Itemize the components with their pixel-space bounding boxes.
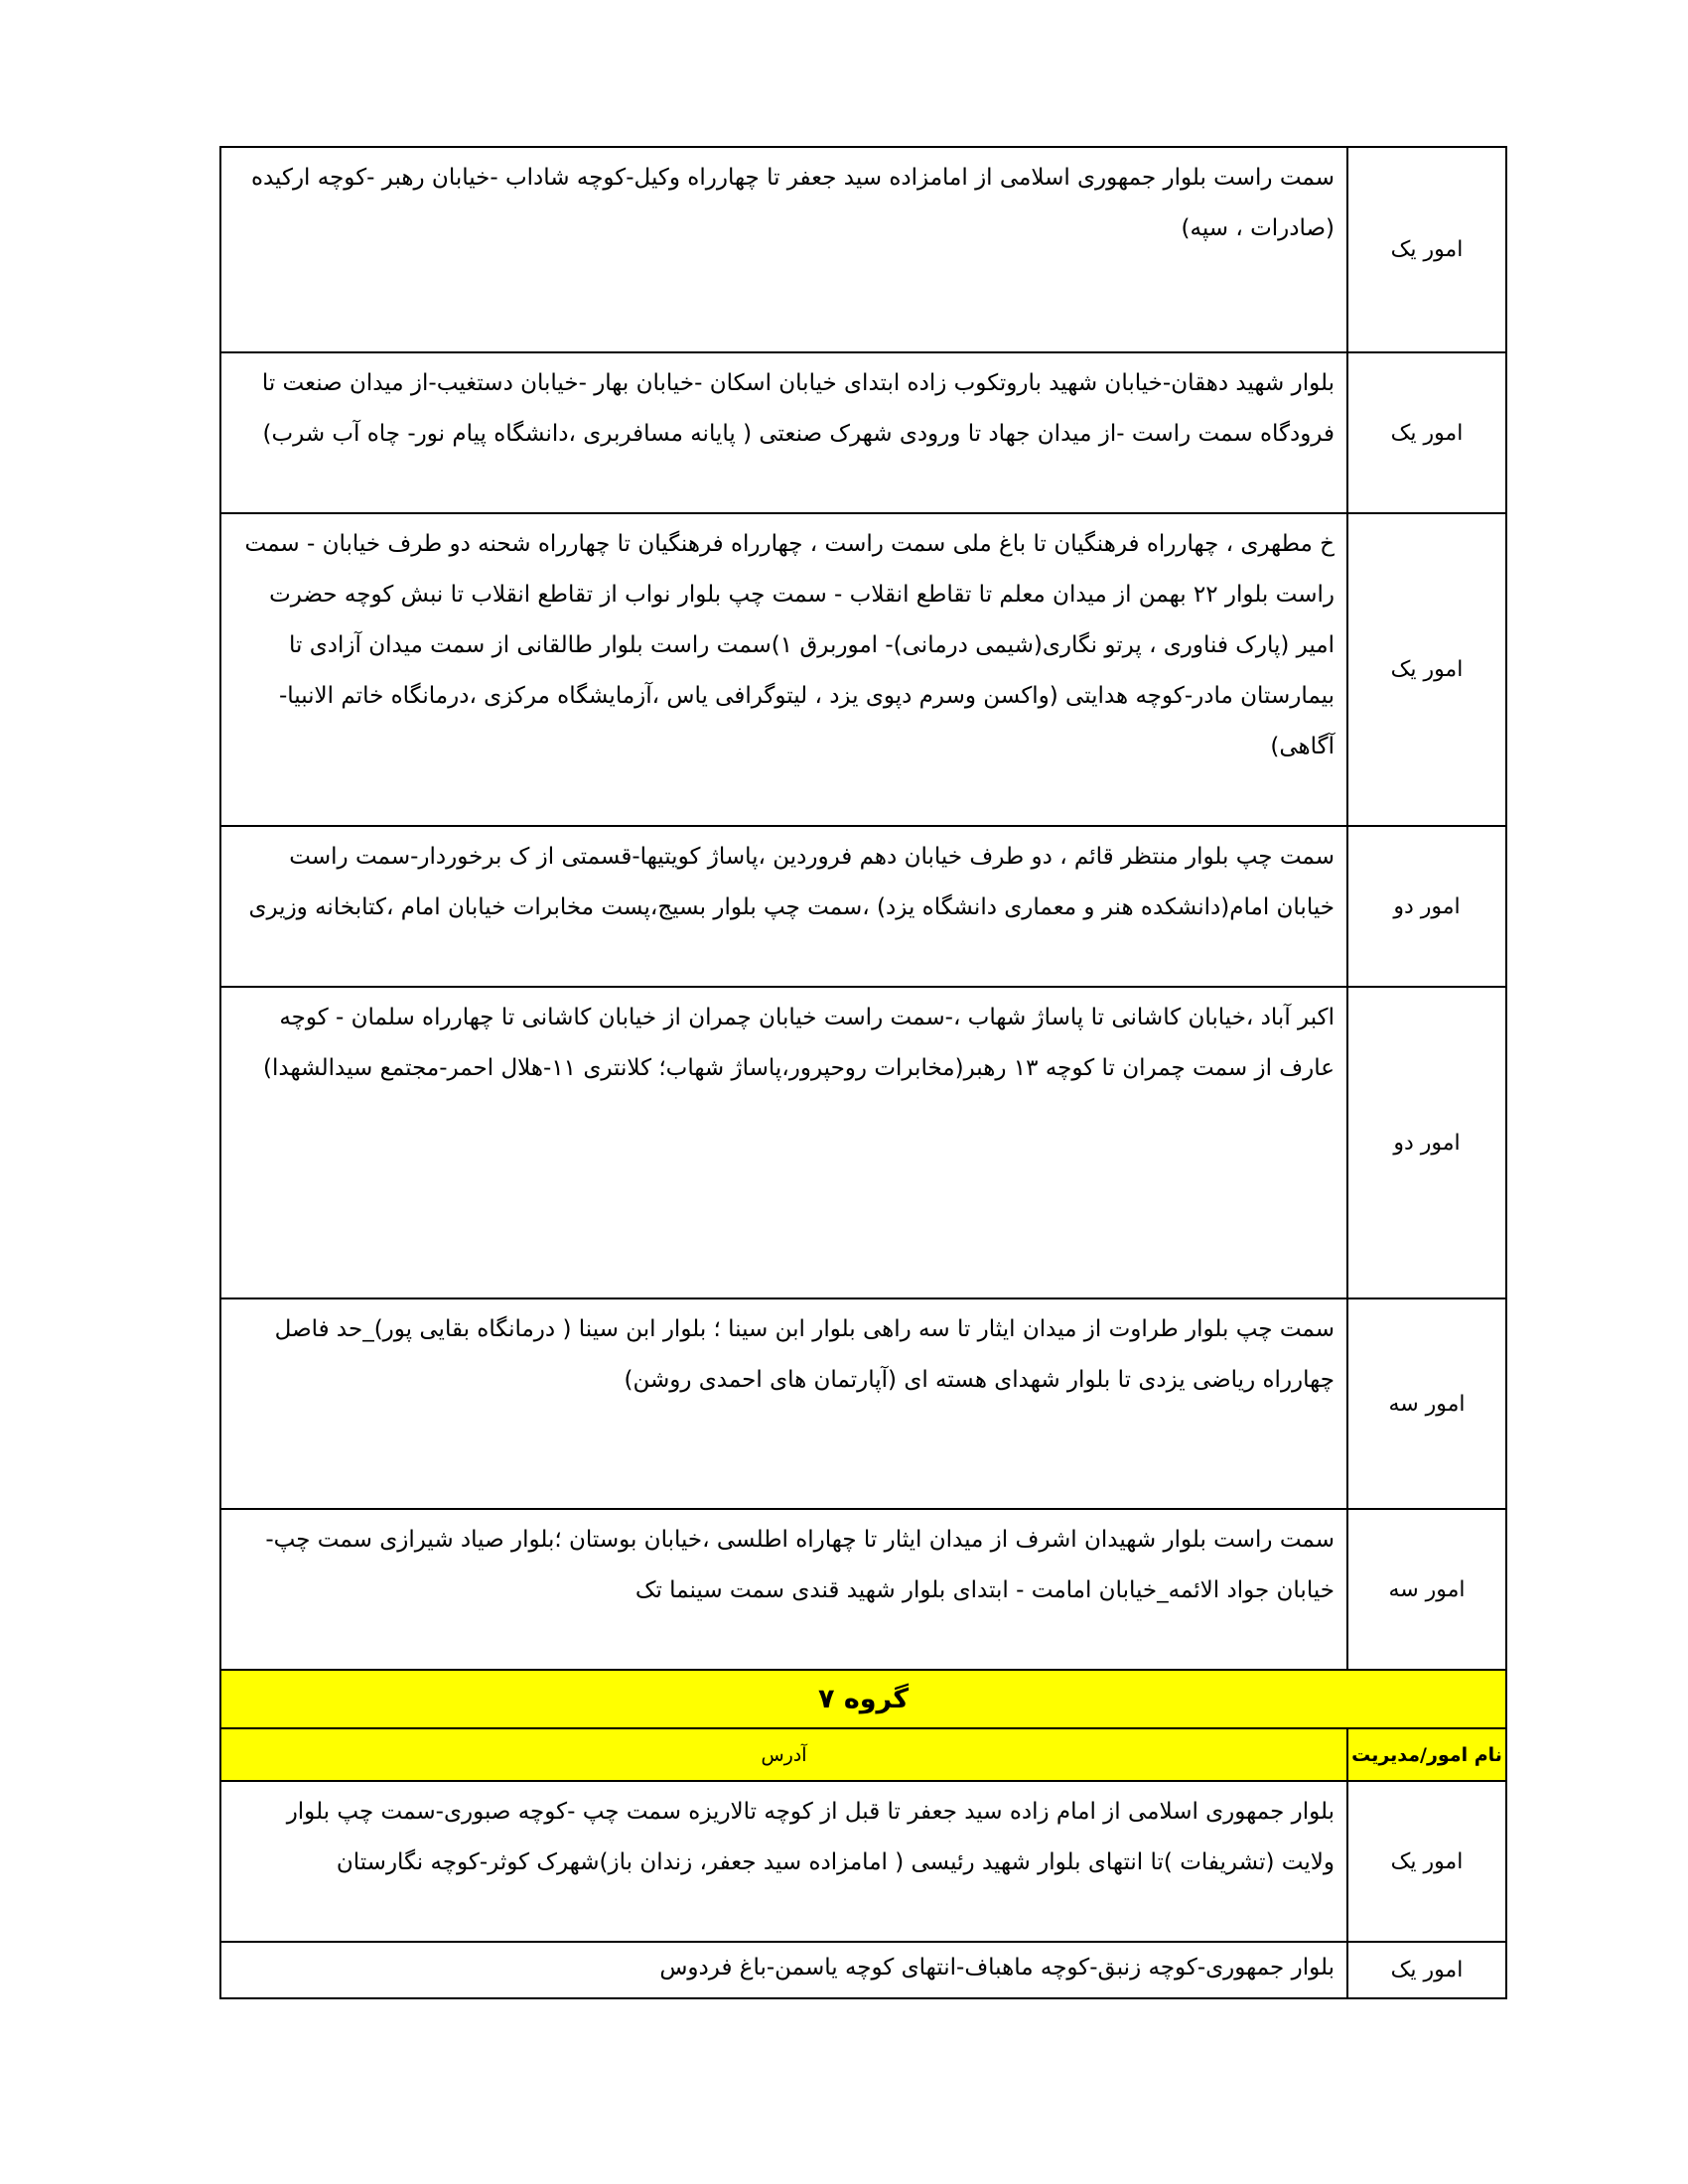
group-title-row (220, 1670, 1506, 1728)
table-row (220, 1781, 1506, 1942)
unit-name-cell: امور دو (1347, 987, 1506, 1298)
address-cell: اکبر آباد ،خیابان کاشانی تا پاساژ شهاب ،-سمت راست خیابان چمران از خیابان کاشانی تا چهارراه سلمان - کوچه عارف از سمت چمران تا کوچه ۱۳ رهبر(مخابرات روحپرور،پاساژ شهاب؛ کلانتری ۱۱-هلال احمر-مجتمع سیدالشهدا) (220, 987, 1347, 1298)
table-row (220, 1942, 1506, 1998)
unit-name-cell: امور یک (1347, 147, 1506, 352)
table-row (220, 1298, 1506, 1509)
table-row (220, 147, 1506, 352)
address-cell: بلوار شهید دهقان-خیابان شهید باروتکوب زاده ابتدای خیابان اسکان -خیابان بهار -خیابان دستغیب-از میدان صنعت تا فرودگاه سمت راست -از میدان جهاد تا ورودی شهرک صنعتی ( پایانه مسافربری ،دانشگاه پیام نور- چاه آب شرب) (220, 352, 1347, 513)
group-title: گروه ۷ (220, 1670, 1506, 1728)
unit-name-cell: امور یک (1347, 352, 1506, 513)
unit-name-cell: امور یک (1347, 1781, 1506, 1942)
unit-name-cell: امور سه (1347, 1298, 1506, 1509)
table-row (220, 826, 1506, 987)
table-row (220, 513, 1506, 826)
header-address: آدرس (220, 1728, 1347, 1781)
address-cell: بلوار جمهوری اسلامی از امام زاده سید جعفر تا قبل از کوچه تالاریزه سمت چپ -کوچه صبوری-سمت چپ بلوار ولایت (تشریفات )تا انتهای بلوار شهید رئیسی ( امامزاده سید جعفر، زندان باز)شهرک کوثر-کوچه نگارستان (220, 1781, 1347, 1942)
address-cell: بلوار جمهوری-کوچه زنبق-کوچه ماهباف-انتهای کوچه یاسمن-باغ فردوس (220, 1942, 1347, 1998)
table-row (220, 987, 1506, 1298)
unit-name-cell: امور سه (1347, 1509, 1506, 1670)
address-cell: سمت چپ بلوار منتظر قائم ، دو طرف خیابان دهم فروردین ،پاساژ کویتیها-قسمتی از ک برخوردار-سمت راست خیابان امام(دانشکده هنر و معماری دانشگاه یزد) ،سمت چپ بلوار بسیج،پست مخابرات خیابان امام ،کتابخانه وزیری (220, 826, 1347, 987)
outage-address-table (219, 146, 1507, 1999)
address-cell: سمت راست بلوار جمهوری اسلامی از امامزاده سید جعفر تا چهارراه وکیل-کوچه شاداب -خیابان رهبر -کوچه ارکیده (صادرات ، سپه) (220, 147, 1347, 352)
table-row (220, 1509, 1506, 1670)
header-unit-name: نام امور/مدیریت (1347, 1728, 1506, 1781)
table-header-row (220, 1728, 1506, 1781)
address-cell: سمت راست بلوار شهیدان اشرف از میدان ایثار تا چهاراه اطلسی ،خیابان بوستان ؛بلوار صیاد شیرازی سمت چپ-خیابان جواد الائمه_خیابان امامت - ابتدای بلوار شهید قندی سمت سینما تک (220, 1509, 1347, 1670)
table-row (220, 352, 1506, 513)
address-cell: سمت چپ بلوار طراوت از میدان ایثار تا سه راهی بلوار ابن سینا ؛ بلوار ابن سینا ( درمانگاه بقایی پور)_حد فاصل چهارراه ریاضی یزدی تا بلوار شهدای هسته ای (آپارتمان های احمدی روشن) (220, 1298, 1347, 1509)
unit-name-cell: امور یک (1347, 513, 1506, 826)
address-cell: خ مطهری ، چهارراه فرهنگیان تا باغ ملی سمت راست ، چهارراه فرهنگیان تا چهارراه شحنه دو طرف خیابان - سمت راست بلوار ۲۲ بهمن از میدان معلم تا تقاطع انقلاب - سمت چپ بلوار نواب از تقاطع انقلاب تا نبش کوچه حضرت امیر (پارک فناوری ، پرتو نگاری(شیمی درمانی)- اموربرق ۱)سمت راست بلوار طالقانی از سمت میدان آزادی تا بیمارستان مادر-کوچه هدایتی (واکسن وسرم دپوی یزد ، لیتوگرافی یاس ،آزمایشگاه مرکزی ،درمانگاه خاتم الانبیا-آگاهی) (220, 513, 1347, 826)
unit-name-cell: امور یک (1347, 1942, 1506, 1998)
unit-name-cell: امور دو (1347, 826, 1506, 987)
